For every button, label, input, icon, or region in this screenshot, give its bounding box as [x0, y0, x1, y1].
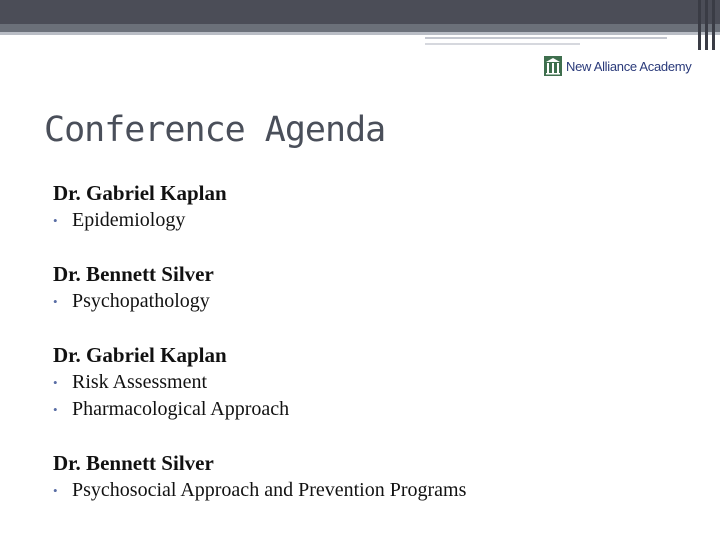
agenda-section: [53, 450, 673, 504]
topic-item: [53, 477, 673, 504]
speaker-name: Dr. Bennett Silver: [53, 451, 214, 475]
decorative-stripe: [712, 0, 715, 50]
academy-logo: [543, 55, 692, 77]
topic-item: [53, 288, 673, 315]
bullet-icon: •: [53, 375, 58, 390]
header-band: [0, 0, 720, 24]
speaker-name: Dr. Bennett Silver: [53, 262, 214, 286]
agenda-section: [53, 342, 673, 423]
topic-label: Psychosocial Approach and Prevention Programs: [72, 479, 467, 501]
bullet-icon: •: [53, 483, 58, 498]
decorative-stripe: [705, 0, 708, 50]
topic-label: Psychopathology: [72, 290, 210, 312]
decorative-line: [425, 37, 667, 39]
topic-label: Risk Assessment: [72, 371, 208, 393]
topic-item: [53, 369, 673, 396]
topic-item: [53, 207, 673, 234]
speaker-name: Dr. Gabriel Kaplan: [53, 343, 227, 367]
slide-title: Conference Agenda: [44, 110, 386, 150]
bullet-icon: •: [53, 213, 58, 228]
bullet-icon: •: [53, 294, 58, 309]
agenda-section: [53, 261, 673, 315]
bullet-icon: •: [53, 402, 58, 417]
building-icon: [543, 55, 563, 77]
header-band-secondary: [0, 24, 720, 32]
header-band-highlight: [0, 32, 720, 35]
topic-label: Pharmacological Approach: [72, 398, 290, 420]
decorative-stripe: [698, 0, 701, 50]
logo-text: New Alliance Academy: [566, 58, 692, 74]
agenda-list: [53, 180, 673, 531]
decorative-line: [425, 43, 580, 45]
speaker-name: Dr. Gabriel Kaplan: [53, 181, 227, 205]
topic-item: [53, 396, 673, 423]
agenda-section: [53, 180, 673, 234]
topic-label: Epidemiology: [72, 209, 186, 231]
